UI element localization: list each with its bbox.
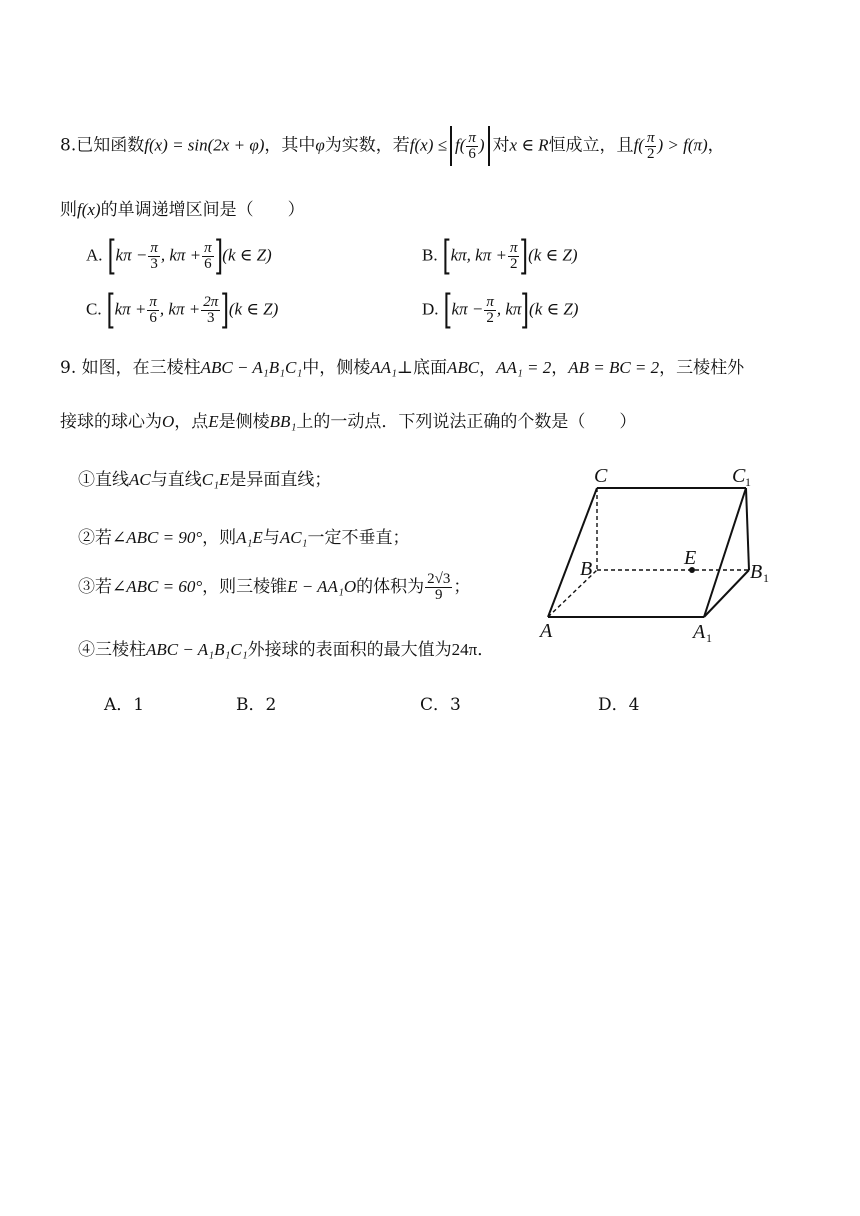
q9-line1: 9. 如图，在三棱柱ABC − A₁B₁C₁中，侧棱AA₁⊥底面ABC，AA₁ = 2，AB = BC = 2，三棱柱外 bbox=[60, 358, 745, 378]
q9-statement-4: ④三棱柱ABC − A₁B₁C₁外接球的表面积的最大值为24π． bbox=[78, 640, 495, 660]
q9-answer-d: D．4 bbox=[598, 695, 640, 715]
q9-number: 9. bbox=[60, 358, 77, 378]
q8-line2: 则f(x)的单调递增区间是（ ） bbox=[60, 200, 305, 220]
label-a1: A bbox=[693, 621, 706, 643]
label-e: E bbox=[684, 547, 697, 569]
fraction-pi-6: $\frac{\pi}{6}$ bbox=[468, 129, 476, 162]
label-c: C bbox=[594, 465, 608, 487]
label-c1-sub: 1 bbox=[745, 475, 751, 489]
q9-line2: 接球的球心为O，点E是侧棱BB₁上的一动点．下列说法正确的个数是（ ） bbox=[60, 412, 637, 432]
abs-bar-right bbox=[488, 126, 490, 166]
q9-statement-1: ①直线AC与直线C₁E是异面直线； bbox=[78, 470, 332, 490]
q8-option-b: B. [kπ, kπ + $\frac{\pi}{2}$ ](k ∈ Z) bbox=[422, 233, 578, 279]
q8-line1: 8.已知函数f(x) = sin(2x + φ)，其中φ为实数，若f(x) ≤ f( $\frac{\pi}{6}$ ) 对x ∈ R恒成立，且f( $\frac{\pi}{2}$ ) > f(π)， bbox=[60, 126, 725, 166]
edge-c1-a1 bbox=[704, 488, 746, 617]
label-b1-sub: 1 bbox=[763, 571, 769, 585]
q9-answer-a: A．1 bbox=[104, 695, 145, 715]
label-c1: C bbox=[732, 465, 746, 487]
label-b1: B bbox=[750, 561, 763, 583]
abs-bar-left bbox=[450, 126, 452, 166]
edge-c-a bbox=[548, 488, 597, 617]
q8-option-c: C. [kπ + $\frac{\pi}{6}$ , kπ + $\frac{2\pi}{3}$ ](k ∈ Z) bbox=[86, 287, 279, 333]
edge-c1-b1 bbox=[746, 488, 749, 570]
q8-number: 8. bbox=[60, 135, 77, 156]
q9-answer-b: B．2 bbox=[236, 695, 277, 715]
q9-statement-3: ③若∠ABC = 60°，则三棱锥E − AA₁O的体积为 $\frac{2√3}{9}$ ； bbox=[78, 571, 471, 603]
q8-function: f(x) = sin(2x + φ) bbox=[144, 135, 265, 155]
q8-option-d: D. [kπ − $\frac{\pi}{2}$ , kπ](k ∈ Z) bbox=[422, 287, 579, 333]
prism-figure bbox=[536, 460, 776, 650]
q9-statement-2: ②若∠ABC = 90°，则A₁E与AC₁一定不垂直； bbox=[78, 528, 410, 548]
label-a1-sub: 1 bbox=[706, 631, 712, 645]
fraction-2sqrt3-9: $\frac{2√3}{9}$ bbox=[427, 571, 451, 603]
q9-answer-c: C．3 bbox=[420, 695, 461, 715]
label-a: A bbox=[540, 620, 553, 642]
label-b: B bbox=[580, 558, 593, 580]
fraction-pi-2: $\frac{\pi}{2}$ bbox=[646, 129, 655, 162]
q8-option-a: A. [kπ − $\frac{\pi}{3}$ , kπ + $\frac{\pi}{6}$ ](k ∈ Z) bbox=[86, 233, 272, 279]
